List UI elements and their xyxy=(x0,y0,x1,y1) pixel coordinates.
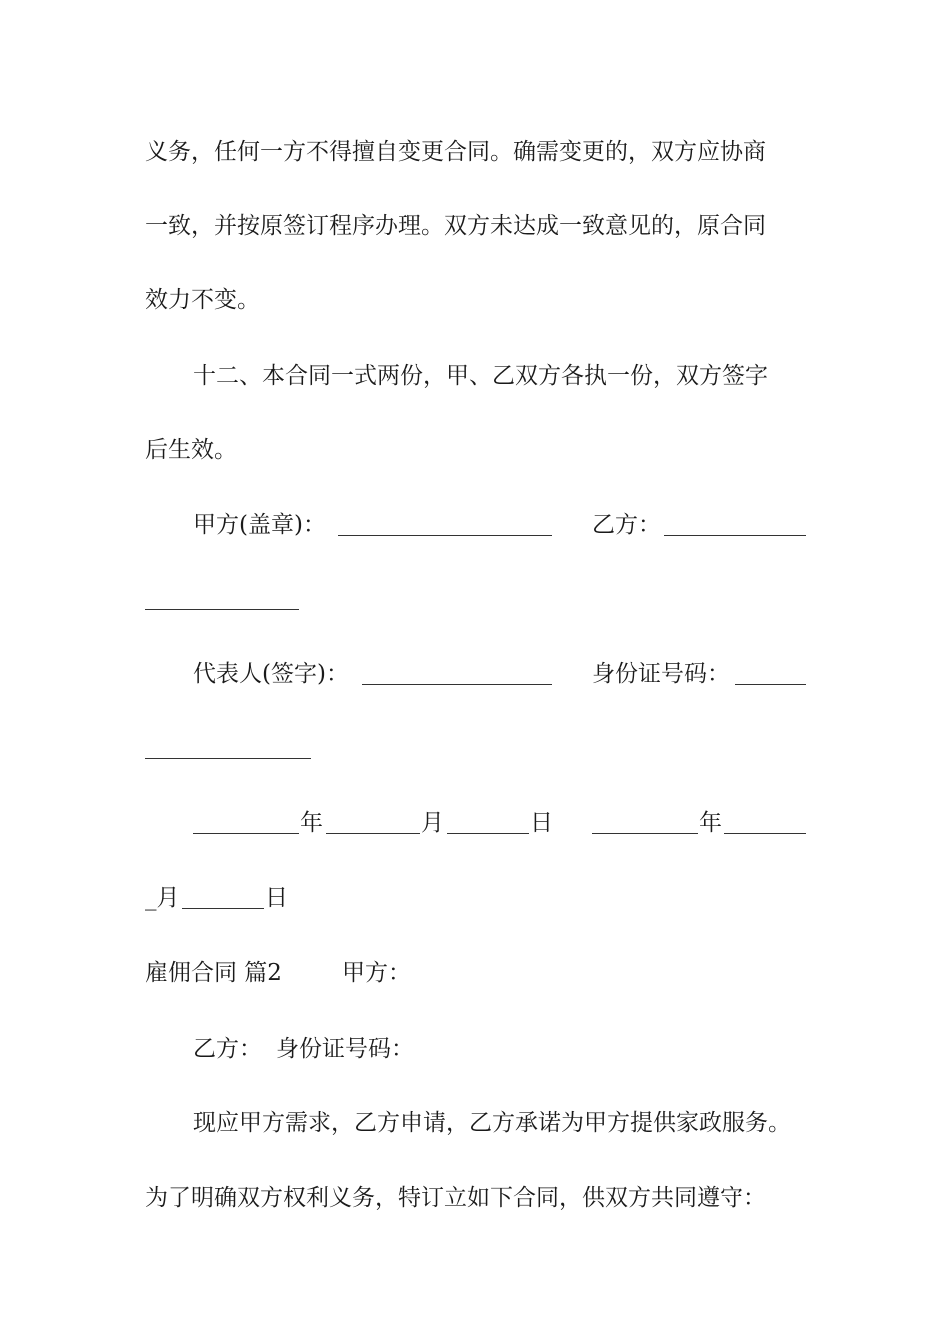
date-b-year-blank xyxy=(592,833,698,834)
date-a-month-label: 月 xyxy=(421,810,444,836)
clause-12-line: 十二、本合同一式两份，甲、乙双方各执一份，双方签字 xyxy=(193,363,768,389)
party-b-label: 乙方： xyxy=(592,512,661,538)
paragraph-line: 义务，任何一方不得擅自变更合同。确需变更的，双方应协商 xyxy=(145,139,766,165)
party-b-signature-blank xyxy=(664,535,806,536)
party-a-seal-label: 甲方(盖章)： xyxy=(193,512,326,538)
contract-2-id-number-label: 身份证号码： xyxy=(276,1036,414,1062)
paragraph-line: 效力不变。 xyxy=(145,287,260,313)
paragraph-line: 一致，并按原签订程序办理。双方未达成一致意见的，原合同 xyxy=(145,213,766,239)
representative-label: 代表人(签字)： xyxy=(193,661,349,687)
date-b-day-blank xyxy=(182,908,264,909)
date-a-day-label: 日 xyxy=(530,810,553,836)
date-b-day-label: 日 xyxy=(265,885,288,911)
contract-2-intro-line: 现应甲方需求，乙方申请，乙方承诺为甲方提供家政服务。 xyxy=(193,1110,791,1136)
id-number-label: 身份证号码： xyxy=(592,661,730,687)
id-number-blank-continued xyxy=(145,758,311,759)
date-a-year-blank xyxy=(193,833,299,834)
party-a-signature-blank xyxy=(338,535,552,536)
date-b-month-label: _月 xyxy=(145,885,180,911)
id-number-blank xyxy=(735,684,806,685)
party-b-signature-blank-continued xyxy=(145,609,299,610)
date-a-year-label: 年 xyxy=(300,810,323,836)
contract-2-heading: 雇佣合同 篇2 xyxy=(145,960,282,986)
representative-signature-blank xyxy=(362,684,552,685)
date-a-month-blank xyxy=(326,833,420,834)
contract-2-party-a-label: 甲方： xyxy=(342,960,411,986)
date-b-year-label: 年 xyxy=(699,810,722,836)
contract-2-party-b-label: 乙方： xyxy=(193,1036,262,1062)
date-b-month-blank xyxy=(724,833,806,834)
clause-12-line: 后生效。 xyxy=(145,437,237,463)
date-a-day-blank xyxy=(447,833,529,834)
contract-2-intro-line: 为了明确双方权利义务，特订立如下合同，供双方共同遵守： xyxy=(145,1185,766,1211)
